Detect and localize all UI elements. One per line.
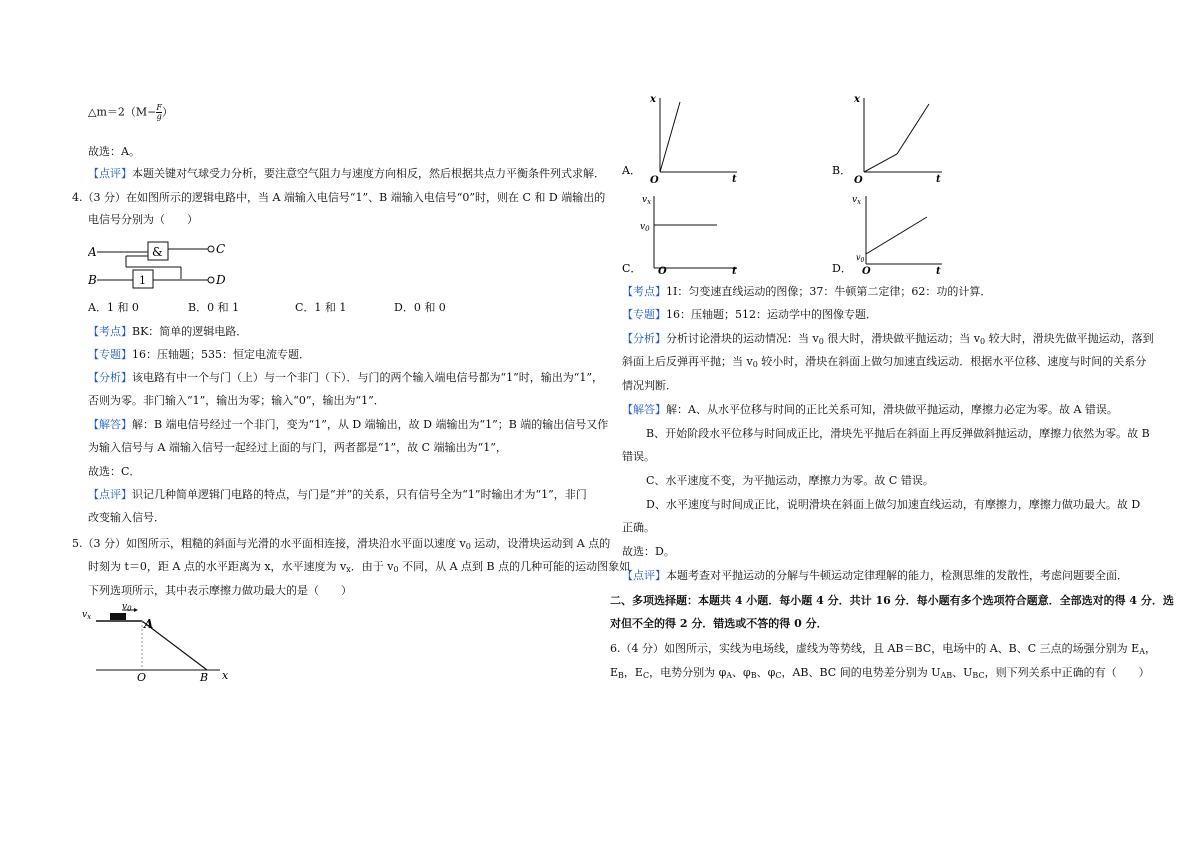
origin-label: O <box>137 671 147 683</box>
comment2-tag: 【点评】 <box>88 488 132 501</box>
q4-fenxi-2: 否则为零。非门输入“1”，输出为零；输入“0”，输出为“1”． <box>88 394 385 407</box>
graph-a-line <box>660 102 680 172</box>
q4-jieda-1 <box>88 418 608 432</box>
q5-fenxi-2: 斜面上后反弹再平抛；当 $v_0$ 较小时，滑块在斜面上做匀加速直线运动．根据水平位移、速度与时间的关系分 <box>622 355 1147 369</box>
circuit-label-b: B <box>88 273 97 287</box>
q4-comment-2: 改变输入信号． <box>88 511 165 524</box>
answer-a: 故选：A。 <box>88 145 140 158</box>
graph-d-origin: O <box>862 266 871 276</box>
q4-option-d: D．0 和 0 <box>394 301 446 314</box>
q4-kaodian <box>88 325 247 339</box>
jieda-text-1: 解：B 端电信号经过一个非门，变为“1”，从 D 端输出，故 D 端输出为“1”；B 端的输出信号又作 <box>132 418 609 431</box>
zhuanti-tag: 【专题】 <box>622 308 666 321</box>
jieda-tag: 【解答】 <box>88 418 132 431</box>
graph-a-y-label: x <box>650 94 656 105</box>
fenxi-tag: 【分析】 <box>88 371 132 384</box>
graph-c-y-label: $v_x$ <box>642 195 652 206</box>
graph-b-line <box>864 104 929 172</box>
graph-d-t-label: t <box>936 266 941 276</box>
graph-b-origin: O <box>854 175 863 184</box>
and-gate-symbol: & <box>152 245 163 259</box>
comment-text: 本题关键对气球受力分析，要注意空气阻力与速度方向相反，然后根据共点力平衡条件列式求解． <box>132 167 605 180</box>
graph-b-t-label: t <box>936 174 941 184</box>
fig-vx-label: $v_x$ <box>82 610 92 621</box>
graph-a <box>622 92 752 184</box>
graph-d-v0: $v_0$ <box>856 253 865 264</box>
graph-a-label: A． <box>622 164 641 177</box>
formula-close: ） <box>161 105 173 119</box>
graph-c <box>622 188 752 276</box>
formula-text: △m＝2（M− <box>88 105 157 119</box>
q4-zhuanti <box>88 348 310 362</box>
graph-c-origin: O <box>658 266 667 276</box>
q6-stem-2: $E_B$，$E_C$，电势分别为 $\varphi_A$、$\varphi_B$、$\varphi_C$，AB、BC 间的电势差分别为 $U_{AB}$、$U_{BC}$，则下列关系中正确的有（ ） <box>610 666 1150 680</box>
graph-b <box>832 92 962 184</box>
comment2-text-1: 识记几种简单逻辑门电路的特点，与门是“并”的关系，只有信号全为“1”时输出才为“1”，非门 <box>132 488 587 501</box>
fenxi-text-1: 该电路有中一个与门（上）与一个非门（下）．与门的两个输入端电信号都为“1”时，输出为“1”， <box>132 371 603 384</box>
section2-title-2: 对但不全的得 2 分．错选或不答的得 0 分． <box>610 617 828 630</box>
q5-jieda-c: C、水平速度不变，为平抛运动，摩擦力为零。故 C 错误。 <box>646 474 934 487</box>
kaodian-text: BK：简单的逻辑电路． <box>132 325 248 338</box>
q5-jieda-d1: D、水平速度与时间成正比，说明滑块在斜面上做匀加速直线运动，有摩擦力，摩擦力做功最大。故 D <box>646 498 1141 511</box>
kaodian-text: 1I：匀变速直线运动的图像；37：牛顿第二定律；62：功的计算． <box>666 285 992 298</box>
terminal-d <box>208 277 214 283</box>
graph-c-label: C． <box>622 262 642 275</box>
q5-jieda-b2: 错误。 <box>622 450 655 463</box>
circuit-label-c: C <box>216 242 226 256</box>
terminal-c <box>208 246 214 252</box>
graph-d-y-label: $v_x$ <box>852 195 862 206</box>
graph-c-t-label: t <box>732 266 737 276</box>
q5-jieda-a: 【解答】解：A、从水平位移与时间的正比关系可知，滑块做平抛运动，摩擦力必定为零。故 A 错误。 <box>622 403 1118 416</box>
q5-comment: 【点评】本题考查对平抛运动的分解与牛顿运动定律理解的能力，检测思维的发散性，考虑问题要全面． <box>622 569 1128 582</box>
slider-block <box>110 613 126 620</box>
zhuanti-text: 16：压轴题；512：运动学中的图像专题． <box>666 308 877 321</box>
q5-stem-3: 下列选项所示，其中表示摩擦力做功最大的是（ ） <box>88 584 352 597</box>
q5-stem-1: 5.（3 分）如图所示，粗糙的斜面与光滑的水平面相连接，滑块沿水平面以速度 $v_0$ 运动，设滑块运动到 A 点的 <box>72 537 611 551</box>
zhuanti-text: 16：压轴题；535：恒定电流专题． <box>132 348 310 361</box>
q4-stem-2: 电信号分别为（ ） <box>88 213 198 226</box>
q4-option-b: B．0 和 1 <box>188 301 240 314</box>
graph-d-line <box>866 217 927 254</box>
q4-comment-1 <box>88 488 587 502</box>
incline-figure <box>82 603 232 683</box>
graph-a-origin: O <box>650 175 659 184</box>
point-a-label: A <box>144 617 154 631</box>
q6-stem-1: 6.（4 分）如图所示，实线为电场线，虚线为等势线，且 AB＝BC，电场中的 A、B、C 三点的场强分别为 $E_A$， <box>610 642 1156 656</box>
zhuanti-tag: 【专题】 <box>88 348 132 361</box>
graph-c-v0: $v_0$ <box>640 222 650 233</box>
q4-option-c: C．1 和 1 <box>295 301 347 314</box>
kaodian-tag: 【考点】 <box>88 325 132 338</box>
circuit-label-d: D <box>216 273 226 287</box>
graph-d <box>832 188 962 276</box>
q5-stem-2: 时刻为 t＝0，距 A 点的水平距离为 x，水平速度为 $v_x$．由于 $v_0$ 不同，从 A 点到 B 点的几种可能的运动图象如 <box>88 560 631 574</box>
q4-jieda-2: 为输入信号与 A 端输入信号一起经过上面的与门，两者都是“1”，故 C 端输出为“1”， <box>88 441 507 454</box>
graph-b-y-label: x <box>854 94 860 105</box>
formula-line <box>88 104 173 121</box>
fig-v0-label: $v_0$ <box>122 603 132 613</box>
section2-title-1: 二、多项选择题：本题共 4 小题．每小题 4 分．共计 16 分．每小题有多个选项符合题意．全部选对的得 4 分．选 <box>610 594 1174 607</box>
logic-circuit-figure <box>88 237 228 289</box>
q5-fenxi-3: 情况判断． <box>622 379 677 392</box>
not-gate-symbol: 1 <box>139 274 146 287</box>
x-axis-label: x <box>222 669 229 682</box>
circuit-label-a: A <box>88 245 97 259</box>
q5-jieda-b1: B、开始阶段水平位移与时间成正比，滑块先平抛后在斜面上再反弹做斜抛运动，摩擦力依然为零。故 B <box>646 427 1150 440</box>
answer-d: 故选：D。 <box>622 545 675 558</box>
graph-d-label: D． <box>832 262 852 275</box>
comment-tag: 【点评】 <box>88 167 132 180</box>
kaodian-tag: 【考点】 <box>622 285 666 298</box>
fraction-num: F <box>156 103 162 112</box>
graph-a-t-label: t <box>732 174 737 184</box>
graph-b-label: B． <box>832 164 852 177</box>
arrow-head-icon <box>134 608 138 612</box>
q4-option-a: A．1 和 0 <box>88 301 139 314</box>
q5-fenxi-1: 【分析】分析讨论滑块的运动情况：当 $v_0$ 很大时，滑块做平抛运动；当 $v_0$ 较大时，滑块先做平抛运动，落到 <box>622 332 1154 346</box>
fraction-den: g <box>156 112 162 121</box>
q4-stem-1: 4.（3 分）在如图所示的逻辑电路中，当 A 端输入电信号“1”、B 端输入电信号“0”时，则在 C 和 D 端输出的 <box>72 191 606 204</box>
comment-1 <box>88 167 605 181</box>
q5-jieda-d2: 正确。 <box>622 521 655 534</box>
point-b-label: B <box>200 671 209 683</box>
q5-kaodian <box>622 285 991 299</box>
answer-c: 故选：C． <box>88 465 141 478</box>
q5-zhuanti <box>622 308 877 322</box>
q4-fenxi-1 <box>88 371 603 385</box>
